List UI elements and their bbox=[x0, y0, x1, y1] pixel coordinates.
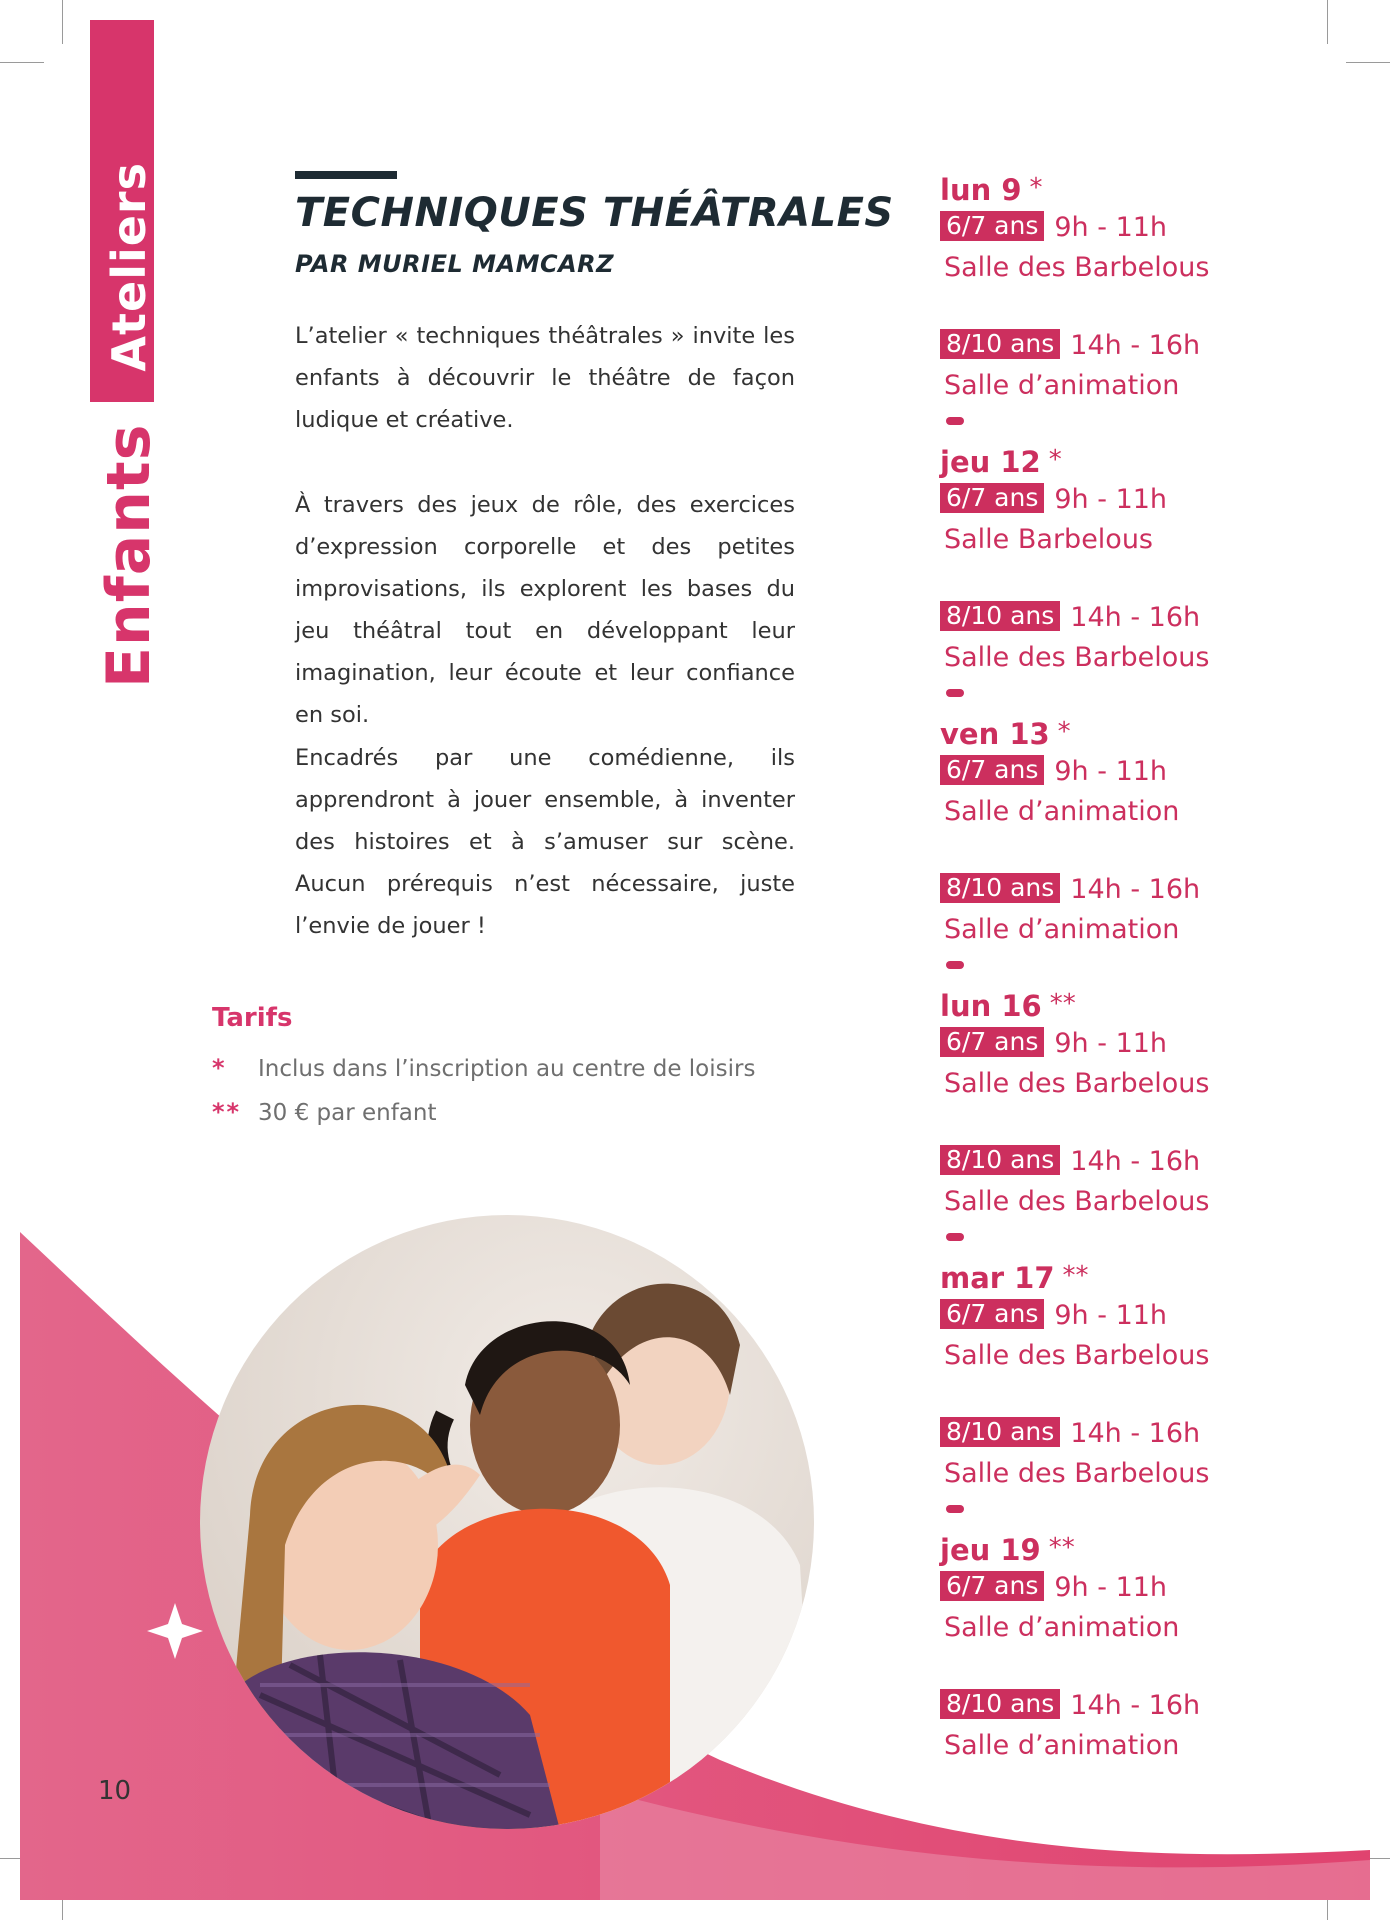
crop-mark bbox=[1346, 62, 1390, 63]
slot-room: Salle d’animation bbox=[944, 796, 1180, 827]
slot-room: Salle d’animation bbox=[944, 370, 1180, 401]
side-title bbox=[84, 120, 174, 700]
day-heading bbox=[940, 984, 1270, 1024]
schedule-day bbox=[940, 168, 1270, 406]
slot-line bbox=[940, 480, 1270, 520]
slot-time: 9h - 11h bbox=[1054, 1028, 1168, 1059]
age-badge: 6/7 ans bbox=[940, 211, 1044, 241]
slot-room: Salle d’animation bbox=[944, 1730, 1180, 1761]
side-title-enfants: Enfants bbox=[94, 423, 164, 688]
age-badge: 8/10 ans bbox=[940, 1417, 1060, 1447]
slot-room: Salle d’animation bbox=[944, 914, 1180, 945]
day-label: lun 9 bbox=[940, 173, 1022, 207]
age-badge: 6/7 ans bbox=[940, 483, 1044, 513]
age-badge: 8/10 ans bbox=[940, 1145, 1060, 1175]
slot-room: Salle des Barbelous bbox=[944, 1068, 1210, 1099]
schedule-day bbox=[940, 712, 1270, 950]
schedule-day bbox=[940, 1256, 1270, 1494]
page-number: 10 bbox=[98, 1776, 132, 1806]
age-badge: 6/7 ans bbox=[940, 1027, 1044, 1057]
age-badge: 8/10 ans bbox=[940, 1689, 1060, 1719]
slot-time: 14h - 16h bbox=[1070, 602, 1201, 633]
slot-room: Salle des Barbelous bbox=[944, 1186, 1210, 1217]
slot-time: 14h - 16h bbox=[1070, 1690, 1201, 1721]
day-heading bbox=[940, 1256, 1270, 1296]
page-subtitle: PAR MURIEL MAMCARZ bbox=[295, 250, 615, 278]
day-label: jeu 19 bbox=[940, 1533, 1041, 1567]
age-badge: 8/10 ans bbox=[940, 601, 1060, 631]
slot-room: Salle des Barbelous bbox=[944, 642, 1210, 673]
separator-dash bbox=[940, 950, 1270, 984]
slot-room: Salle des Barbelous bbox=[944, 252, 1210, 283]
day-stars: ** bbox=[1062, 1261, 1089, 1291]
schedule-day bbox=[940, 984, 1270, 1222]
tarif-row bbox=[212, 1054, 755, 1082]
slot-time: 9h - 11h bbox=[1054, 1300, 1168, 1331]
tarif-mark: * bbox=[212, 1054, 227, 1082]
day-heading bbox=[940, 1528, 1270, 1568]
day-heading bbox=[940, 712, 1270, 752]
day-stars: * bbox=[1057, 717, 1071, 747]
slot-line bbox=[940, 1568, 1270, 1608]
slot-line bbox=[940, 326, 1270, 366]
tarifs-heading: Tarifs bbox=[212, 1003, 293, 1033]
schedule-list bbox=[940, 168, 1270, 1766]
details-paragraph: Encadrés par une comédienne, ils apprendront à jouer ensemble, à inventer des histoires et à s’amuser sur scène. Aucun prérequis n’est nécessaire, juste l’envie de jouer ! bbox=[295, 745, 795, 939]
tarif-row bbox=[212, 1098, 437, 1126]
separator-dash bbox=[940, 1494, 1270, 1528]
day-stars: * bbox=[1029, 173, 1043, 203]
slot-room: Salle des Barbelous bbox=[944, 1458, 1210, 1489]
slot-line bbox=[940, 1296, 1270, 1336]
tarif-mark: ** bbox=[212, 1098, 242, 1126]
day-label: ven 13 bbox=[940, 717, 1050, 751]
intro-paragraph: L’atelier « techniques théâtrales » invite les enfants à découvrir le théâtre de façon ludique et créative. bbox=[295, 323, 795, 433]
day-label: mar 17 bbox=[940, 1261, 1055, 1295]
slot-room: Salle Barbelous bbox=[944, 524, 1153, 555]
slot-time: 9h - 11h bbox=[1054, 212, 1168, 243]
slot-time: 14h - 16h bbox=[1070, 874, 1201, 905]
day-stars: * bbox=[1048, 445, 1062, 475]
day-stars: ** bbox=[1048, 1533, 1075, 1563]
separator-dash bbox=[940, 1222, 1270, 1256]
slot-line bbox=[940, 870, 1270, 910]
slot-room: Salle d’animation bbox=[944, 1612, 1180, 1643]
slot-line bbox=[940, 1024, 1270, 1064]
slot-line bbox=[940, 752, 1270, 792]
slot-line bbox=[940, 1142, 1270, 1182]
slot-line bbox=[940, 208, 1270, 248]
crop-mark bbox=[0, 62, 44, 63]
title-rule bbox=[295, 171, 397, 179]
age-badge: 8/10 ans bbox=[940, 329, 1060, 359]
schedule-day bbox=[940, 440, 1270, 678]
slot-line bbox=[940, 598, 1270, 638]
crop-mark bbox=[62, 0, 63, 44]
age-badge: 6/7 ans bbox=[940, 1299, 1044, 1329]
age-badge: 6/7 ans bbox=[940, 755, 1044, 785]
age-badge: 6/7 ans bbox=[940, 1571, 1044, 1601]
slot-room: Salle des Barbelous bbox=[944, 1340, 1210, 1371]
day-label: lun 16 bbox=[940, 989, 1042, 1023]
children-photo bbox=[200, 1215, 815, 1830]
tarif-text: 30 € par enfant bbox=[258, 1100, 437, 1126]
side-title-ateliers: Ateliers bbox=[102, 162, 156, 372]
day-heading bbox=[940, 168, 1270, 208]
day-label: jeu 12 bbox=[940, 445, 1041, 479]
separator-dash bbox=[940, 406, 1270, 440]
crop-mark bbox=[1327, 0, 1328, 44]
slot-time: 14h - 16h bbox=[1070, 1418, 1201, 1449]
slot-line bbox=[940, 1414, 1270, 1454]
day-heading bbox=[940, 440, 1270, 480]
page-title: TECHNIQUES THÉÂTRALES bbox=[295, 190, 894, 236]
tarif-text: Inclus dans l’inscription au centre de loisirs bbox=[258, 1056, 756, 1082]
age-badge: 8/10 ans bbox=[940, 873, 1060, 903]
separator-dash bbox=[940, 678, 1270, 712]
slot-time: 9h - 11h bbox=[1054, 756, 1168, 787]
day-stars: ** bbox=[1049, 989, 1076, 1019]
slot-time: 14h - 16h bbox=[1070, 1146, 1201, 1177]
schedule-day bbox=[940, 1528, 1270, 1766]
slot-line bbox=[940, 1686, 1270, 1726]
slot-time: 14h - 16h bbox=[1070, 330, 1201, 361]
slot-time: 9h - 11h bbox=[1054, 1572, 1168, 1603]
slot-time: 9h - 11h bbox=[1054, 484, 1168, 515]
description-paragraph: À travers des jeux de rôle, des exercices d’expression corporelle et des petites improvisations, ils explorent les bases du jeu théâtral tout en développant leur imagination, leur écoute et leur confiance en soi. bbox=[295, 492, 795, 728]
